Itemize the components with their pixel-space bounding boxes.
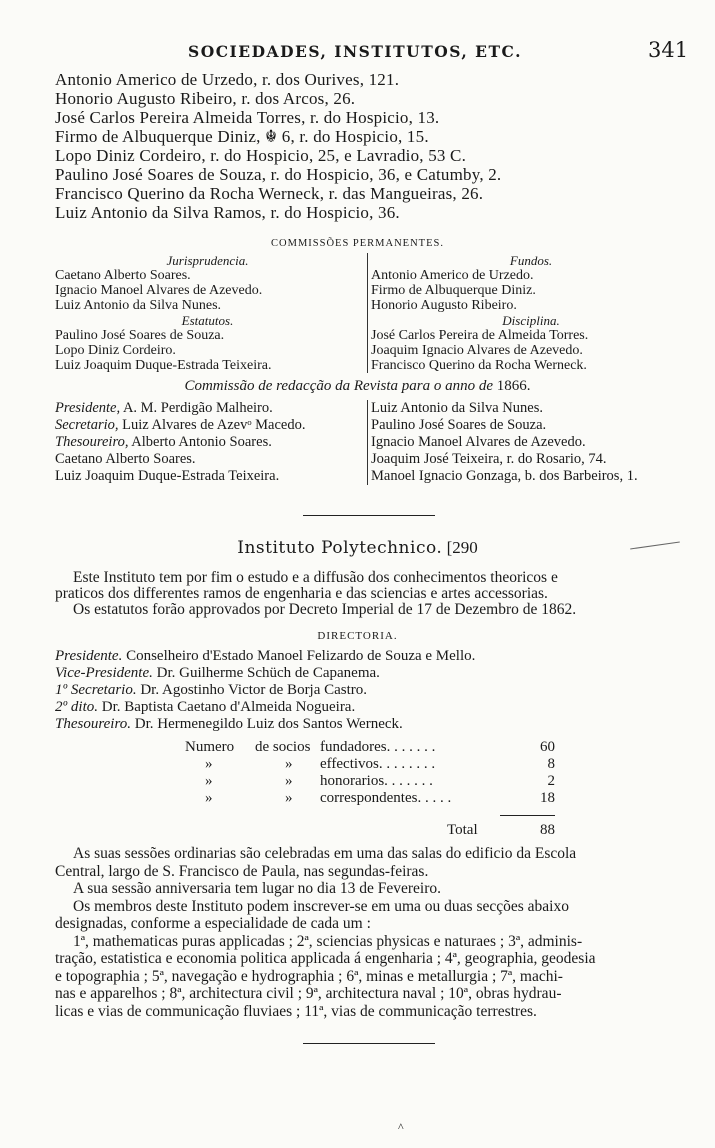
section-divider: [303, 515, 435, 516]
redaction-entry: Paulino José Soares de Souza.: [371, 417, 547, 433]
role-label: 2º dito.: [55, 699, 98, 715]
member-line: José Carlos Pereira Almeida Torres, r. do Hospicio, 13.: [55, 108, 440, 127]
officer-line: [55, 699, 675, 716]
paragraph-line: Este Instituto tem por fim o estudo e a diffusão dos conhecimentos theoricos e: [73, 569, 558, 586]
commission-member: Ignacio Manoel Alvares de Azevedo.: [55, 283, 263, 298]
redaction-entry: Luiz Joaquim Duque-Estrada Teixeira.: [55, 468, 280, 484]
redaction-left-column: [55, 400, 360, 485]
redaction-year: 1866.: [496, 378, 531, 394]
stats-qualifier: »: [285, 790, 293, 806]
institute-name: Instituto Polytechnico.: [237, 538, 443, 558]
paragraph-line: designadas, conforme a especialidade de cada um :: [55, 915, 371, 932]
person-name: Dr. Agostinho Victor de Borja Castro.: [140, 682, 368, 698]
redaction-title: [0, 378, 715, 395]
role-label: Secretario,: [55, 417, 119, 433]
commission-member: Honorio Augusto Ribeiro.: [371, 298, 517, 313]
redaction-entry: Joaquim José Teixeira, r. do Rosario, 74.: [371, 451, 607, 467]
member-line: Paulino José Soares de Souza, r. do Hospicio, 36, e Catumby, 2.: [55, 165, 502, 184]
stats-value: 8: [547, 756, 555, 772]
stats-value: 60: [540, 739, 555, 755]
role-label: Presidente,: [55, 400, 121, 416]
redaction-entry: Caetano Alberto Soares.: [55, 451, 196, 467]
officer-line: [55, 682, 675, 699]
paragraph-line: Os estatutos forão approvados por Decreto Imperial de 17 de Dezembro de 1862.: [73, 601, 577, 618]
officers-list: [55, 648, 675, 733]
paragraph-line: As suas sessões ordinarias são celebradas em uma das salas do edificio da Escola: [73, 845, 577, 862]
redaction-entry: Manoel Ignacio Gonzaga, b. dos Barbeiros, 1.: [371, 468, 638, 484]
institute-number: [290: [446, 538, 478, 557]
redaction-entry: [55, 400, 360, 417]
member-line: Lopo Diniz Cordeiro, r. do Hospicio, 25, e Lavradio, 53 C.: [55, 146, 467, 165]
role-label: Vice-Presidente.: [55, 665, 153, 681]
stats-qualifier: »: [205, 756, 213, 772]
officer-line: [55, 648, 675, 665]
role-label: Thesoureiro,: [55, 434, 129, 450]
stats-label: fundadores. . . . . . .: [320, 739, 436, 755]
commission-member: Caetano Alberto Soares.: [55, 268, 191, 283]
redaction-entry: [55, 417, 360, 434]
total-value: 88: [540, 822, 555, 838]
person-name: Dr. Guilherme Schüch de Capanema.: [156, 665, 380, 681]
person-name: Dr. Hermenegildo Luiz dos Santos Werneck.: [134, 716, 403, 732]
commission-member: Luiz Joaquim Duque-Estrada Teixeira.: [55, 358, 272, 373]
running-header: [0, 38, 715, 66]
role-label: 1º Secretario.: [55, 682, 137, 698]
stats-qualifier: »: [285, 773, 293, 789]
stats-qualifier: Numero: [185, 739, 235, 755]
stats-value: 2: [547, 773, 555, 789]
stats-qualifier: »: [205, 773, 213, 789]
redaction-entry: [55, 434, 360, 451]
paragraph-line: nas e apparelhos ; 8ª, architectura civil ; 9ª, architectura naval ; 10ª, obras hydrau-: [55, 985, 562, 1002]
stats-row: [185, 790, 555, 807]
paragraph-line: tração, estatistica e economia politica applicada á engenharia ; 4ª, geographia, geodesia: [55, 950, 596, 967]
person-name: Alberto Antonio Soares.: [131, 434, 272, 450]
officer-line: [55, 665, 675, 682]
redaction-title-text: Commissão de redacção da Revista para o anno de: [184, 378, 494, 394]
redaction-columns: [55, 400, 685, 490]
commissions-left-column: [55, 253, 360, 373]
stats-qualifier: de socios: [255, 739, 311, 755]
stats-row: [185, 739, 555, 756]
commission-heading: Estatutos.: [181, 313, 234, 328]
member-line: Francisco Querino da Rocha Werneck, r. das Mangueiras, 26.: [55, 184, 484, 203]
stats-value: 18: [540, 790, 555, 806]
person-name: Conselheiro d'Estado Manoel Felizardo de Souza e Mello.: [126, 648, 476, 664]
stats-qualifier: »: [285, 756, 293, 772]
commissions-title: COMMISSÕES PERMANENTES.: [271, 238, 444, 249]
membership-stats: [185, 739, 555, 807]
stats-label: honorarios. . . . . . .: [320, 773, 433, 789]
institute-details: [55, 845, 680, 1020]
redaction-entry: Luiz Antonio da Silva Nunes.: [371, 400, 543, 416]
redaction-right-column: [367, 400, 691, 485]
section-divider: [303, 1043, 435, 1044]
commissions-right-column: [367, 253, 691, 373]
person-name: Luiz Alvares de Azevᵒ Macedo.: [122, 417, 306, 433]
commission-member: José Carlos Pereira de Almeida Torres.: [371, 328, 589, 343]
role-label: Thesoureiro.: [55, 716, 131, 732]
commission-member: Luiz Antonio da Silva Nunes.: [55, 298, 222, 313]
commissions-columns: [55, 253, 685, 373]
page-number: 341: [648, 38, 689, 62]
printer-mark: ^: [398, 1120, 404, 1134]
member-line: Honorio Augusto Ribeiro, r. dos Arcos, 26.: [55, 89, 356, 108]
paragraph-line: A sua sessão anniversaria tem lugar no dia 13 de Fevereiro.: [73, 880, 442, 897]
paragraph-line: Central, largo de S. Francisco de Paula, nas segundas-feiras.: [55, 862, 429, 880]
stats-row: [185, 773, 555, 790]
commission-member: Joaquim Ignacio Alvares de Azevedo.: [371, 343, 583, 358]
stats-total: [185, 822, 555, 840]
redaction-entry: Ignacio Manoel Alvares de Azevedo.: [371, 434, 586, 450]
commission-heading: Disciplina.: [502, 313, 560, 328]
paragraph-line: 1ª, mathematicas puras applicadas ; 2ª, sciencias physicas e naturaes ; 3ª, adminis-: [73, 932, 583, 950]
member-line: Firmo de Albuquerque Diniz, ☬ 6, r. do Hospicio, 15.: [55, 127, 429, 146]
role-label: Presidente.: [55, 648, 123, 664]
institute-title: [0, 538, 715, 558]
paragraph-line: praticos dos differentes ramos de engenharia e das sciencias e artes accessorias.: [55, 585, 548, 602]
paragraph-line: Os membros deste Instituto podem inscrever-se em uma ou duas secções abaixo: [73, 897, 569, 915]
members-list: [55, 70, 695, 222]
commission-member: Firmo de Albuquerque Diniz.: [371, 283, 536, 298]
commission-member: Paulino José Soares de Souza.: [55, 328, 225, 343]
institute-purpose: [55, 570, 680, 618]
member-line: Luiz Antonio da Silva Ramos, r. do Hospicio, 36.: [55, 203, 400, 222]
directory-title: DIRECTORIA.: [317, 630, 398, 642]
commission-heading: Fundos.: [509, 253, 553, 268]
person-name: Dr. Baptista Caetano d'Almeida Nogueira.: [101, 699, 356, 715]
person-name: A. M. Perdigão Malheiro.: [122, 400, 273, 416]
member-line: Antonio Americo de Urzedo, r. dos Ourives, 121.: [55, 70, 400, 89]
paragraph-line: licas e vias de communicação fluviaes ; 11ª, vias de communicação terrestres.: [55, 1002, 537, 1020]
stats-label: correspondentes. . . . .: [320, 790, 452, 806]
stats-label: effectivos. . . . . . . .: [320, 756, 436, 772]
stats-qualifier: »: [205, 790, 213, 806]
commission-member: Francisco Querino da Rocha Werneck.: [371, 358, 587, 373]
commission-member: Antonio Americo de Urzedo.: [371, 268, 534, 283]
total-rule: [500, 815, 555, 816]
stats-row: [185, 756, 555, 773]
commission-heading: Jurisprudencia.: [166, 253, 249, 268]
header-title: SOCIEDADES, INSTITUTOS, ETC.: [188, 42, 522, 61]
paragraph-line: e topographia ; 5ª, navegação e hydrographia ; 6ª, minas e metallurgia ; 7ª, machi-: [55, 967, 563, 985]
commission-member: Lopo Diniz Cordeiro.: [55, 343, 176, 358]
officer-line: [55, 716, 675, 733]
total-label: Total: [447, 822, 478, 838]
